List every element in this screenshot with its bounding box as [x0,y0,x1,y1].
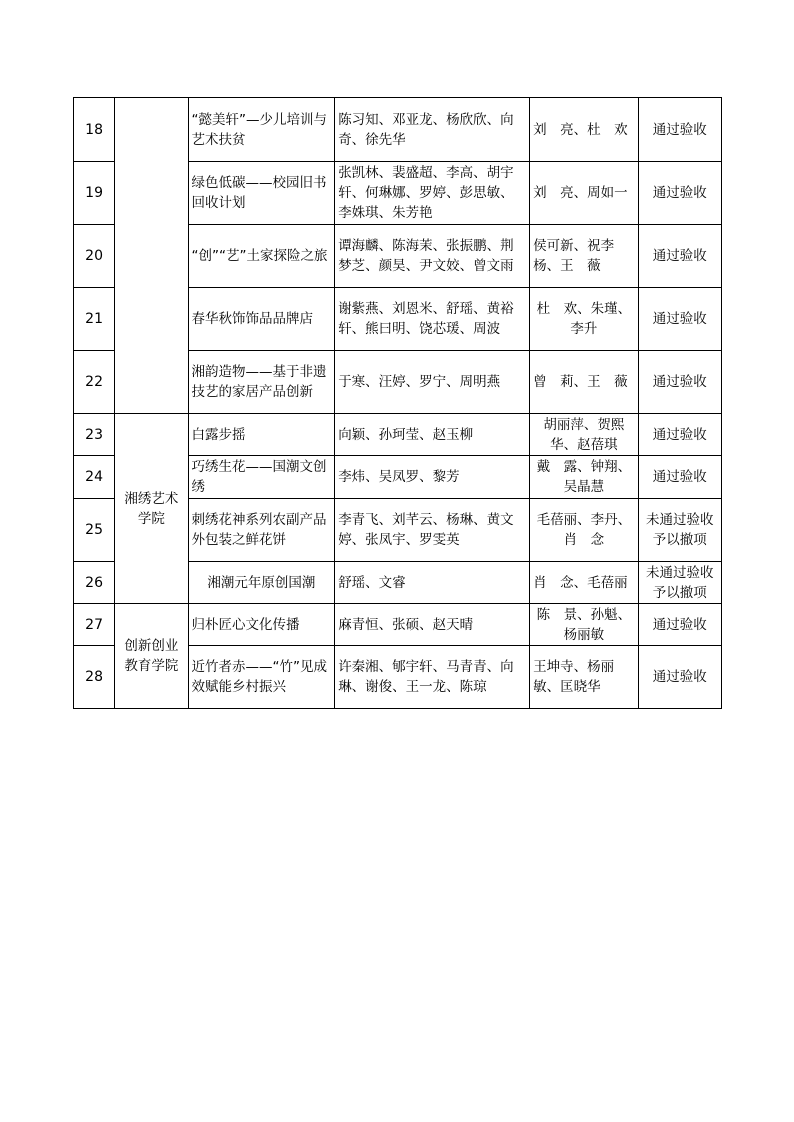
acceptance-result-cell: 通过验收 [638,646,721,709]
project-name-cell: 近竹者赤——“竹”见成效赋能乡村振兴 [188,646,335,709]
project-name-cell: 归朴匠心文化传播 [188,604,335,646]
acceptance-result-cell: 未通过验收予以撤项 [638,499,721,562]
acceptance-result-cell: 通过验收 [638,456,721,499]
project-name-cell: 白露步摇 [188,414,335,456]
advisor-cell: 戴 露、钟翔、吴晶慧 [530,456,639,499]
members-cell: 李青飞、刘芊云、杨琳、黄文婷、张凤宇、罗雯英 [335,499,530,562]
acceptance-result-cell: 通过验收 [638,162,721,225]
members-cell: 谭海麟、陈海茉、张振鹏、荆梦芝、颜昊、尹文姣、曾文雨 [335,225,530,288]
row-number-cell: 22 [74,351,115,414]
advisor-cell: 曾 莉、王 薇 [530,351,639,414]
advisor-cell: 毛蓓丽、李丹、肖 念 [530,499,639,562]
row-number-cell: 21 [74,288,115,351]
college-cell: 创新创业教育学院 [115,604,188,709]
advisor-cell: 杜 欢、朱瑾、李升 [530,288,639,351]
project-name-cell: “懿美轩”—少儿培训与艺术扶贫 [188,98,335,162]
advisor-cell: 胡丽萍、贺熙华、赵蓓琪 [530,414,639,456]
advisor-cell: 王坤寺、杨丽敏、匡晓华 [530,646,639,709]
advisor-cell: 肖 念、毛蓓丽 [530,562,639,604]
row-number-cell: 26 [74,562,115,604]
table-body [74,98,722,709]
acceptance-result-cell: 通过验收 [638,98,721,162]
table-row [74,604,722,646]
members-cell: 向颖、孙珂莹、赵玉柳 [335,414,530,456]
row-number-cell: 19 [74,162,115,225]
project-name-cell: 湘韵造物——基于非遗技艺的家居产品创新 [188,351,335,414]
members-cell: 李炜、吴凤罗、黎芳 [335,456,530,499]
row-number-cell: 24 [74,456,115,499]
members-cell: 麻青恒、张硕、赵天晴 [335,604,530,646]
acceptance-result-cell: 通过验收 [638,414,721,456]
advisor-cell: 陈 景、孙魁、杨丽敏 [530,604,639,646]
acceptance-result-cell: 通过验收 [638,225,721,288]
row-number-cell: 25 [74,499,115,562]
advisor-cell: 刘 亮、杜 欢 [530,98,639,162]
project-name-cell: 绿色低碳——校园旧书回收计划 [188,162,335,225]
project-name-cell: “创”“艺”土家探险之旅 [188,225,335,288]
advisor-cell: 侯可新、祝李杨、王 薇 [530,225,639,288]
row-number-cell: 23 [74,414,115,456]
project-acceptance-table [73,97,722,709]
members-cell: 谢紫燕、刘恩米、舒瑶、黄裕轩、熊曰明、饶芯瑗、周波 [335,288,530,351]
row-number-cell: 27 [74,604,115,646]
members-cell: 舒瑶、文睿 [335,562,530,604]
project-name-cell: 春华秋饰饰品品牌店 [188,288,335,351]
members-cell: 陈习知、邓亚龙、杨欣欣、向奇、徐先华 [335,98,530,162]
acceptance-result-cell: 通过验收 [638,604,721,646]
advisor-cell: 刘 亮、周如一 [530,162,639,225]
members-cell: 张凯林、裴盛超、李高、胡宇轩、何琳娜、罗婷、彭思敏、李姝琪、朱芳艳 [335,162,530,225]
members-cell: 于寒、汪婷、罗宁、周明燕 [335,351,530,414]
row-number-cell: 28 [74,646,115,709]
acceptance-result-cell: 未通过验收予以撤项 [638,562,721,604]
acceptance-result-cell: 通过验收 [638,351,721,414]
members-cell: 许秦湘、郇宇轩、马青青、向琳、谢俊、王一龙、陈琼 [335,646,530,709]
table-row [74,414,722,456]
college-cell: 湘绣艺术学院 [115,414,188,604]
project-name-cell: 巧绣生花——国潮文创绣 [188,456,335,499]
college-cell [115,98,188,414]
row-number-cell: 20 [74,225,115,288]
row-number-cell: 18 [74,98,115,162]
table-row [74,98,722,162]
project-name-cell: 刺绣花神系列农副产品外包装之鲜花饼 [188,499,335,562]
project-name-cell: 湘潮元年原创国潮 [188,562,335,604]
acceptance-result-cell: 通过验收 [638,288,721,351]
